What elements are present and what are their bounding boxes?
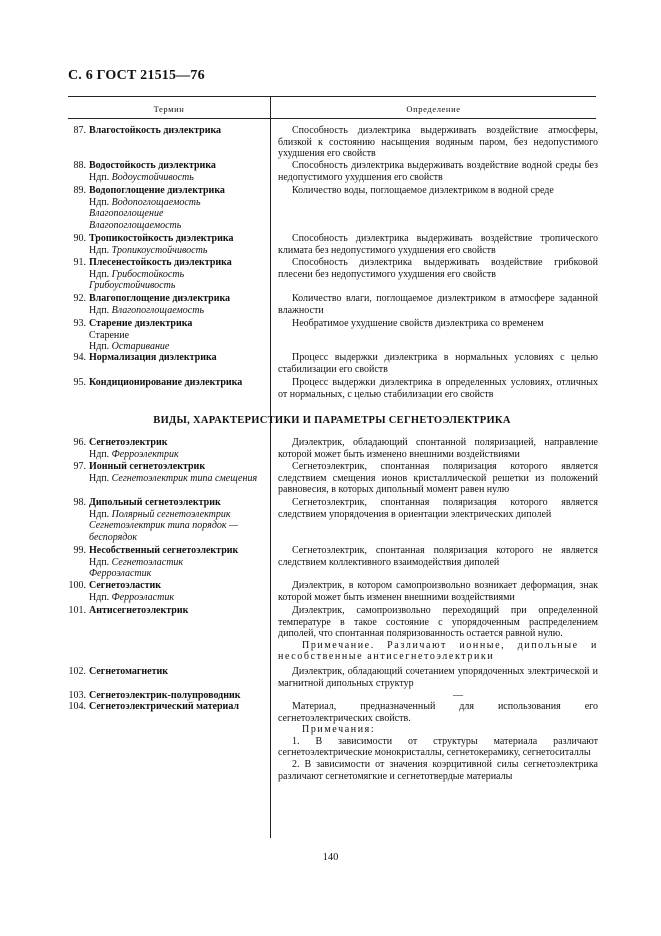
term-synonym: Ндп. Ферроэластик: [89, 591, 175, 603]
term-name: Плесенестойкость диэлектрика: [89, 257, 232, 268]
definition-text: Количество воды, поглощаемое диэлектриком в водной среде: [292, 185, 554, 196]
term-synonym: Ндп. Водопоглощаемость: [89, 196, 201, 208]
term-87: [62, 125, 268, 137]
term-synonym: Ндп. Полярный сегнетоэлектрик: [89, 508, 231, 520]
definition-102: [278, 666, 598, 689]
term-name: Водостойкость диэлектрика: [89, 160, 216, 171]
definition-88: [278, 160, 598, 183]
definition-note: Примечания:: [302, 724, 376, 736]
term-89: [62, 185, 268, 231]
term-name: Дипольный сегнетоэлектрик: [89, 497, 221, 508]
term-name: Старение диэлектрика: [89, 318, 193, 329]
definition-99: [278, 545, 598, 568]
definition-98: [278, 497, 598, 520]
definition-text: Необратимое ухудшение свойств диэлектрика со временем: [292, 318, 544, 329]
term-number: 102.: [68, 666, 86, 677]
definition-87: [278, 125, 598, 160]
term-synonym: Сегнетоэлектрик типа порядок — беспорядок: [89, 520, 238, 543]
term-number: 87.: [73, 125, 86, 136]
term-98: [62, 497, 268, 543]
term-number: 89.: [73, 185, 86, 196]
definition-94: [278, 352, 598, 375]
definition-89: [278, 185, 598, 197]
term-name: Антисегнетоэлектрик: [89, 605, 189, 616]
term-90: [62, 233, 268, 256]
term-name: Сегнетоэластик: [89, 580, 162, 591]
definition-91: [278, 257, 598, 280]
term-name: Сегнетоэлектрик-полупроводник: [89, 690, 241, 701]
term-number: 101.: [68, 605, 86, 616]
term-number: 99.: [73, 545, 86, 556]
term-number: 100.: [68, 580, 86, 591]
term-name: Влагопоглощение диэлектрика: [89, 293, 231, 304]
term-name: Ионный сегнетоэлектрик: [89, 461, 206, 472]
section-title: ВИДЫ, ХАРАКТЕРИСТИКИ И ПАРАМЕТРЫ СЕГНЕТОЭЛЕКТРИКА: [153, 415, 511, 426]
definition-text: Диэлектрик, в котором самопроизвольно возникает деформация, знак которой может быть изменен внешними воздействиями: [278, 580, 598, 603]
definition-101: [278, 605, 598, 663]
definition-text: Количество влаги, поглощаемое диэлектриком в атмосфере заданной влажности: [278, 293, 598, 316]
term-name: Сегнетоэлектрик: [89, 437, 168, 448]
term-synonym: Ндп. Сегнетоэластик: [89, 556, 184, 568]
page-header: С. 6 ГОСТ 21515—76: [68, 68, 205, 83]
definition-text: Сегнетоэлектрик, спонтанная поляризация которого является следствием упорядочения в ориентации электрических диполей: [278, 497, 598, 520]
term-name: Сегнетоэлектрический материал: [89, 701, 240, 712]
term-synonym: Ндп. Тропикоустойчивость: [89, 244, 208, 256]
term-number: 94.: [73, 352, 86, 363]
term-number: 91.: [73, 257, 86, 268]
term-name: Влагостойкость диэлектрика: [89, 125, 222, 136]
term-99: [62, 545, 268, 580]
term-synonym: Ндп. Влагопоглощаемость: [89, 304, 204, 316]
definition-90: [278, 233, 598, 256]
definition-93: [278, 318, 598, 330]
term-92: [62, 293, 268, 316]
definition-text: Способность диэлектрика выдерживать воздействие тропического климата без недопустимого ухудшения его свойств: [278, 233, 598, 256]
term-synonym: Старение: [89, 329, 130, 341]
definition-103: [278, 690, 598, 702]
term-number: 96.: [73, 437, 86, 448]
definition-100: [278, 580, 598, 603]
definition-text: Способность диэлектрика выдерживать воздействие атмосферы, близкой к состоянию насыщения водяным паром, без недопустимого ухудшения его свойств: [278, 125, 598, 160]
definition-note: Примечание. Различают ионные, дипольные и несобственные антисегнетоэлектрики: [278, 639, 598, 663]
term-100: [62, 580, 268, 603]
term-synonym: Ндп. Остаривание: [89, 341, 170, 353]
definition-95: [278, 377, 598, 400]
term-101: [62, 605, 268, 617]
term-103: [62, 690, 268, 702]
term-name: Нормализация диэлектрика: [89, 352, 217, 363]
term-96: [62, 437, 268, 460]
term-93: [62, 318, 268, 353]
definition-text: Способность диэлектрика выдерживать воздействие водной среды без недопустимого ухудшения его свойств: [278, 160, 598, 183]
definition-text: Диэлектрик, обладающий спонтанной поляризацией, направление которой может быть изменено внешними воздействиями: [278, 437, 598, 460]
definition-dash: —: [453, 690, 463, 701]
definition-text: 1. В зависимости от структуры материала различают сегнетоэлектрические монокристаллы, сегнетокерамику, сегнетоситаллы: [278, 735, 598, 759]
term-94: [62, 352, 268, 364]
definition-text: Диэлектрик, обладающий сочетанием упорядоченных электрической и магнитной дипольных структур: [278, 666, 598, 689]
term-synonym: Ндп. Водоустойчивость: [89, 171, 194, 183]
definition-text: Диэлектрик, самопроизвольно переходящий при определенной температуре в такое состояние с упорядоченным распределением диполей, что спонтанная поляризованность остается равной нулю.: [278, 605, 598, 640]
term-91: [62, 257, 268, 292]
term-synonym: Влагопоглощение: [89, 208, 164, 220]
term-synonym: Ндп. Сегнетоэлектрик типа смещения: [89, 472, 258, 484]
page-number: 140: [322, 852, 339, 863]
term-number: 95.: [73, 377, 86, 388]
definition-text: Процесс выдержки диэлектрика в определенных условиях, отличных от нормальных, с целью стабилизации его свойств: [278, 377, 598, 400]
table-head-definition: Определение: [406, 104, 461, 114]
term-number: 97.: [73, 461, 86, 472]
term-number: 90.: [73, 233, 86, 244]
definition-text: Способность диэлектрика выдерживать воздействие грибковой плесени без недопустимого ухудшения его свойств: [278, 257, 598, 280]
definition-96: [278, 437, 598, 460]
definition-text: Сегнетоэлектрик, спонтанная поляризация которого является следствием смещения ионов кристаллической решетки из положений равновесия, в которых дипольный момент равен нулю: [278, 461, 598, 496]
definition-text: 2. В зависимости от значения коэрцитивной силы сегнетоэлектрика различают сегнетомягкие и сегнетотвердые материалы: [278, 758, 598, 782]
term-name: Водопоглощение диэлектрика: [89, 185, 225, 196]
term-95: [62, 377, 268, 389]
term-synonym: Грибоустойчивость: [89, 280, 176, 292]
term-number: 104.: [68, 701, 86, 712]
definition-92: [278, 293, 598, 316]
term-name: Тропикостойкость диэлектрика: [89, 233, 234, 244]
definition-97: [278, 461, 598, 496]
table-head-term: Термин: [153, 104, 185, 114]
term-97: [62, 461, 268, 484]
term-number: 98.: [73, 497, 86, 508]
term-102: [62, 666, 268, 678]
definition-text: Процесс выдержки диэлектрика в нормальных условиях с целью стабилизации его свойств: [278, 352, 598, 375]
term-synonym: Ндп. Грибостойкость: [89, 268, 185, 280]
term-synonym: Ферроэластик: [89, 568, 152, 580]
column-divider: [270, 96, 271, 838]
term-number: 92.: [73, 293, 86, 304]
term-number: 88.: [73, 160, 86, 171]
term-number: 103.: [68, 690, 86, 701]
term-number: 93.: [73, 318, 86, 329]
definition-text: Материал, предназначенный для использования его сегнетоэлектрических свойств.: [278, 701, 598, 724]
term-name: Сегнетомагнетик: [89, 666, 169, 677]
table-head-rule: [68, 118, 596, 119]
term-synonym: Ндп. Ферроэлектрик: [89, 448, 179, 460]
definition-104: [278, 701, 598, 782]
term-name: Несобственный сегнетоэлектрик: [89, 545, 239, 556]
table-top-rule: [68, 96, 596, 97]
term-synonym: Влагопоглощаемость: [89, 219, 182, 231]
term-name: Кондиционирование диэлектрика: [89, 377, 243, 388]
term-88: [62, 160, 268, 183]
definition-text: Сегнетоэлектрик, спонтанная поляризация которого не является следствием коллективного взаимодействия диполей: [278, 545, 598, 568]
term-104: [62, 701, 268, 713]
